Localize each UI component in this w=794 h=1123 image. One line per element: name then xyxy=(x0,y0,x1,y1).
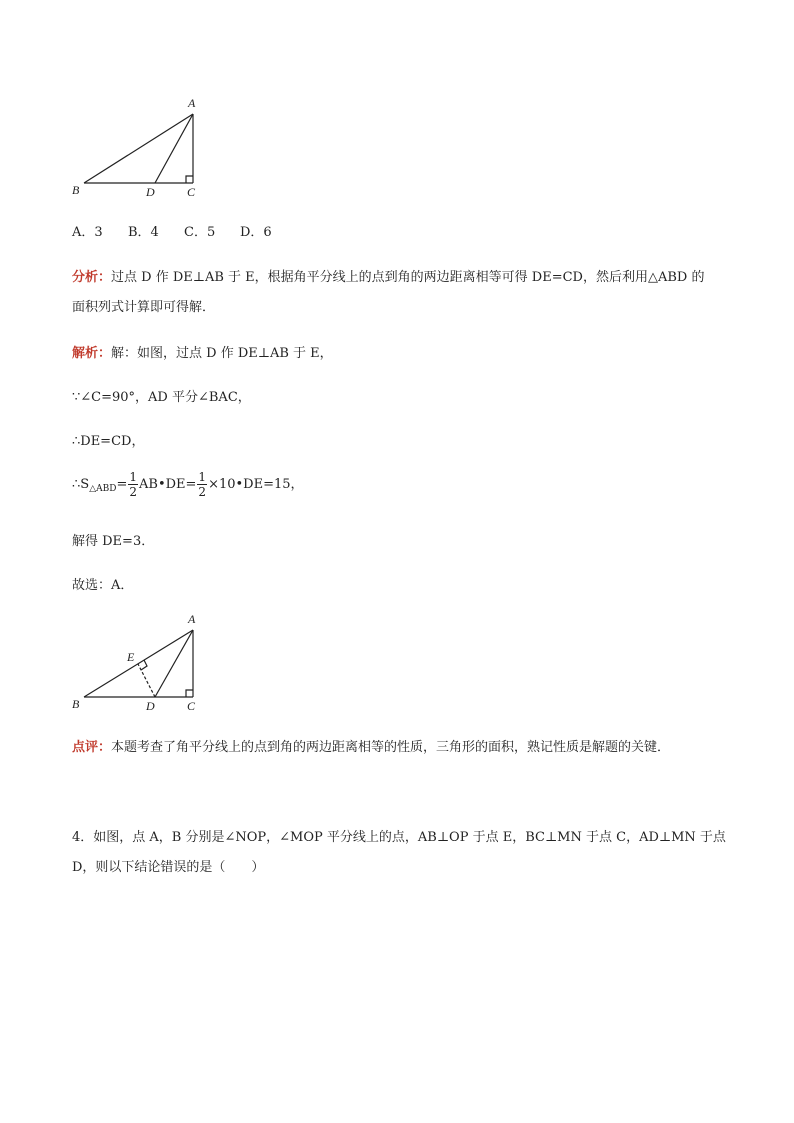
segment-AD xyxy=(155,114,193,183)
formula-eq: = xyxy=(116,477,128,492)
segment-AB xyxy=(84,114,193,183)
comment-text: 本题考查了角平分线上的点到角的两边距离相等的性质，三角形的面积，熟记性质是解题的关键． xyxy=(111,740,671,755)
formula-prefix: ∴S xyxy=(72,477,90,492)
figure-1-label-A: A xyxy=(188,96,196,110)
formula-subscript: △ABD xyxy=(89,484,117,494)
figure-2-label-E: E xyxy=(127,650,135,664)
solution-line-4-formula xyxy=(72,470,304,499)
figure-1-triangle xyxy=(60,90,220,205)
solution-line-6: 故选：A． xyxy=(72,578,134,593)
segment-DE-dashed xyxy=(138,664,155,697)
figure-2-triangle xyxy=(60,610,220,720)
comment-line xyxy=(72,736,670,755)
figure-1-label-D: D xyxy=(146,185,155,199)
formula-end: ×10•DE=15， xyxy=(208,477,304,492)
solution-line-3: ∴DE=CD， xyxy=(72,434,145,449)
fraction-2-numerator: 1 xyxy=(198,470,207,484)
solution-line-5: 解得 DE=3． xyxy=(72,534,155,549)
figure-1-label-C: C xyxy=(187,185,196,199)
solution-line-2: ∵∠C=90°，AD 平分∠BAC， xyxy=(72,390,251,405)
choice-b: B．4 xyxy=(128,225,159,240)
formula-mid: AB•DE= xyxy=(139,477,197,492)
analysis-label: 分析： xyxy=(72,270,112,285)
figure-2-label-D: D xyxy=(146,699,155,713)
figure-2-label-C: C xyxy=(187,699,196,713)
analysis-text-1: 过点 D 作 DE⊥AB 于 E，根据角平分线上的点到角的两边距离相等可得 DE=CD，然后利用△ABD 的 xyxy=(111,270,705,285)
analysis-line-1 xyxy=(72,266,704,285)
solution-label: 解析： xyxy=(72,346,112,361)
solution-text-1: 解：如图，过点 D 作 DE⊥AB 于 E， xyxy=(111,346,333,361)
comment-label: 点评： xyxy=(72,740,112,755)
question-4-line-1: 4．如图，点 A，B 分别是∠NOP，∠MOP 平分线上的点，AB⊥OP 于点 E，BC⊥MN 于点 C，AD⊥MN 于点 xyxy=(72,830,726,845)
segment-AB xyxy=(84,630,193,697)
figure-2-label-A: A xyxy=(188,612,196,626)
solution-line-1 xyxy=(72,342,333,361)
fraction-1 xyxy=(128,470,138,499)
right-angle-mark xyxy=(186,176,193,183)
analysis-line-2: 面积列式计算即可得解． xyxy=(72,300,216,315)
figure-1-label-B: B xyxy=(72,183,80,197)
segment-AD xyxy=(155,630,193,697)
fraction-2-denominator: 2 xyxy=(198,485,207,499)
fraction-1-denominator: 2 xyxy=(129,485,137,499)
fraction-1-numerator: 1 xyxy=(129,470,137,484)
choice-a: A．3 xyxy=(72,225,103,240)
choice-c: C．5 xyxy=(184,225,216,240)
fraction-2 xyxy=(197,470,207,499)
choice-d: D．6 xyxy=(240,225,272,240)
question-4-line-2: D，则以下结论错误的是（ ） xyxy=(72,860,265,875)
right-angle-mark-C xyxy=(186,690,193,697)
figure-2-label-B: B xyxy=(72,697,80,711)
